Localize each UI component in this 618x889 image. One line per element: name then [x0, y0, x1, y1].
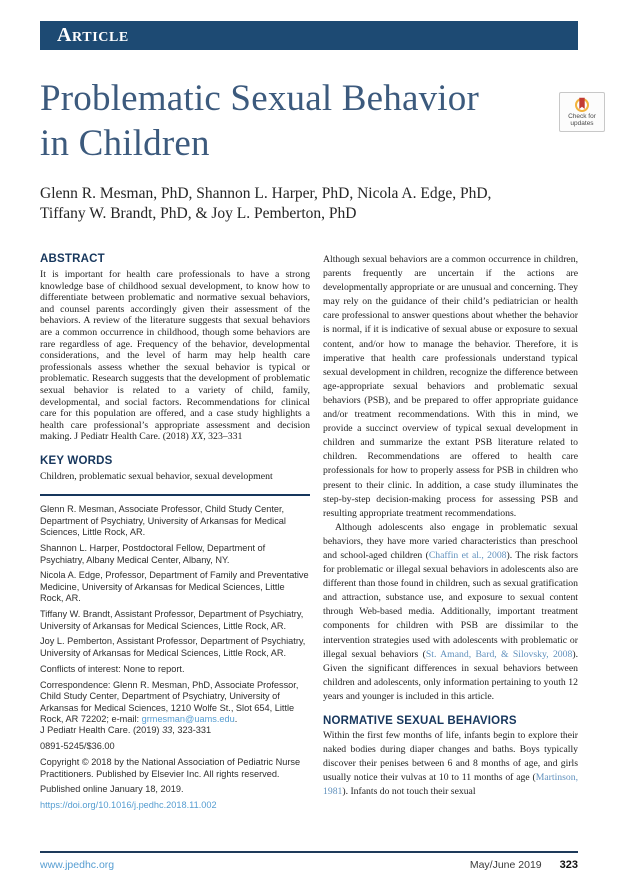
email-link[interactable]: grmesman@uams.edu [141, 713, 235, 724]
conflicts-note: Conflicts of interest: None to report. [40, 663, 185, 674]
issue-date: May/June 2019 [469, 859, 542, 871]
abstract-volume: XX [191, 431, 204, 443]
page-title [40, 76, 545, 166]
affiliation-item: Nicola A. Edge, Professor, Department of Family and Preventative Medicine, University of Arkansas for Medical Sciences, Little Rock, AR. [40, 570, 309, 604]
authors-line-1: Glenn R. Mesman, PhD, Shannon L. Harper, PhD, Nicola A. Edge, PhD, [40, 185, 492, 202]
affiliation-item: Glenn R. Mesman, Associate Professor, Child Study Center, Department of Psychiatry, University of Arkansas for Medical Sciences, Little Rock, AR. [40, 504, 286, 538]
check-for-updates-button[interactable] [559, 92, 605, 132]
doi-line [40, 800, 310, 811]
page-number: 323 [559, 859, 578, 871]
article-type-banner [40, 21, 578, 50]
citation-link[interactable]: St. Amand, Bard, & Silovsky, 2008 [425, 648, 573, 660]
journal-website-link[interactable]: www.jpedhc.org [40, 859, 115, 871]
price-code: 0891-5245/$36.00 [40, 741, 115, 752]
affiliation-item: Joy L. Pemberton, Assistant Professor, Department of Psychiatry, University of Arkansas for Medical Sciences, Little Rock, AR. [40, 636, 306, 658]
journal-reference: J Pediatr Health Care. (2019) [40, 725, 163, 736]
right-column [323, 253, 578, 853]
section-divider [40, 494, 310, 497]
footer-divider [40, 851, 578, 853]
body-paragraph: Within the first few months of life, infants begin to explore their naked bodies during diaper changes and baths. Boys typically discover their penises between 6 and 8 months of age, and girls usually notice their vulvas at 10 to 11 months of age (Martinson, 1981). Infants do not touch their sexual [323, 730, 578, 798]
authors-line-2: Tiffany W. Brandt, PhD, & Joy L. Pemberton, PhD [40, 205, 357, 222]
keywords-heading: KEY WORDS [40, 454, 113, 467]
author-credits-block [40, 504, 310, 811]
affiliation-item: Shannon L. Harper, Postdoctoral Fellow, Department of Psychiatry, Albany Medical Center, Albany, NY. [40, 543, 266, 565]
citation-link[interactable]: Martinson, 1981 [323, 772, 578, 798]
citation-link[interactable]: Chaffin et al., 2008 [428, 549, 507, 561]
published-online-note: Published online January 18, 2019. [40, 784, 184, 795]
check-for-updates-label: Check for updates [568, 112, 596, 127]
doi-link[interactable]: https://doi.org/10.1016/j.pedhc.2018.11.002 [40, 800, 217, 811]
affiliation-item: Tiffany W. Brandt, Assistant Professor, Department of Psychiatry, University of Arkansas for Medical Sciences, Little Rock, AR. [40, 609, 304, 631]
title-line-2: in Children [40, 123, 210, 164]
body-paragraph: Although sexual behaviors are a common occurrence in children, parents frequently are uncertain if the actions are developmentally appropriate or are unusual and concerning. They may rely on the guidance of their child’s pediatrician or health care professional to answer questions about whether the behavior is normal, if it is indicative of sexual abuse or exposure to sexual content, and/or how to manage the behavior. Therefore, it is imperative that health care professionals understand typical sexual development in children, recognize the difference between age-appropriate sexual behaviors and problematic sexual behaviors (PSB), and be prepared to offer appropriate guidance and/or treatment recommendations. With this in mind, we provide a succinct overview of typical sexual development in children and summarize the extant PSB literature related to children. Recommendations are offered to health care professionals for how to properly assess for PSB in children who present to their clinic. In addition, a case study illuminates the step-by-step decision-making process for assessing PSB and resulting appropriate treatment recommendations. [323, 254, 578, 519]
abstract-pages: , 323–331 [203, 431, 243, 443]
correspondence-text: Correspondence: Glenn R. Mesman, PhD, Associate Professor, Child Study Center, Department of Psychiatry, University of Arkansas for Medical Sciences, 1210 Wolfe St., Slot 654, Little Rock, AR 72202; e-mail: [40, 679, 299, 724]
body-paragraph: Although adolescents also engage in problematic sexual behaviors, they have more varied characteristics than preschool and school-aged children (Chaffin et al., 2008). The risk factors for problematic or illegal sexual behaviors in adolescents also are different than those found in children, such as sexual gratification and attraction, substance use, and exposure to sexual content through Web-based media. Additionally, important treatment components for children with PSB are dissimilar to the intervention strategies used with adolescents with problematic or illegal sexual behaviors (St. Amand, Bard, & Silovsky, 2008). Given the significant differences in sexual behaviors between children and adolescents, only information pertaining to youth 12 years and younger is included in this article. [323, 521, 578, 702]
keywords-text: Children, problematic sexual behavior, sexual development [40, 470, 273, 482]
page-footer [40, 859, 578, 871]
abstract-segment: It is important for health care professionals to have a strong knowledge base of childhood sexual development, to know how to differentiate between problematic and normative sexual behaviors, and counsel parents accordingly given their assessment of the behaviors. A review of the literature suggests that sexual behaviors are a common occurrence in childhood, though some behaviors are rare regardless of age. Frequency of the behavior, developmental considerations, and the level of harm may help health care professionals assess whether the sexual behavior is typical or problematic. Research suggests that the development of problematic sexual behavior is related to a variety of child, family, developmental, and social factors. Recommendations for clinical care for this population are offered, and a case study highlights a health care professional’s appropriate assessment and decision making. J Pediatr Health Care. (2018) [40, 269, 310, 443]
footer-right [470, 859, 578, 871]
correspondence-note: Correspondence: Glenn R. Mesman, PhD, Associate Professor, Child Study Center, Department of Psychiatry, University of Arkansas for Medical Sciences, 1210 Wolfe St., Slot 654, Little Rock, AR 72202; e-mail: grmesman@uams.edu. J Pediatr Health Care. (2019) 33, 323-331 [40, 679, 299, 736]
article-type-label: Article [57, 24, 129, 46]
abstract-heading: ABSTRACT [40, 253, 105, 265]
author-list [40, 184, 560, 224]
title-line-1: Problematic Sexual Behavior [40, 78, 480, 119]
left-column [40, 253, 310, 853]
two-column-body [40, 253, 578, 853]
copyright-notice: Copyright © 2018 by the National Association of Pediatric Nurse Practitioners. Published by Elsevier Inc. All rights reserved. [40, 757, 301, 779]
abstract-text [40, 269, 310, 443]
section-heading: NORMATIVE SEXUAL BEHAVIORS [323, 715, 517, 727]
check-for-updates-icon [574, 97, 590, 112]
